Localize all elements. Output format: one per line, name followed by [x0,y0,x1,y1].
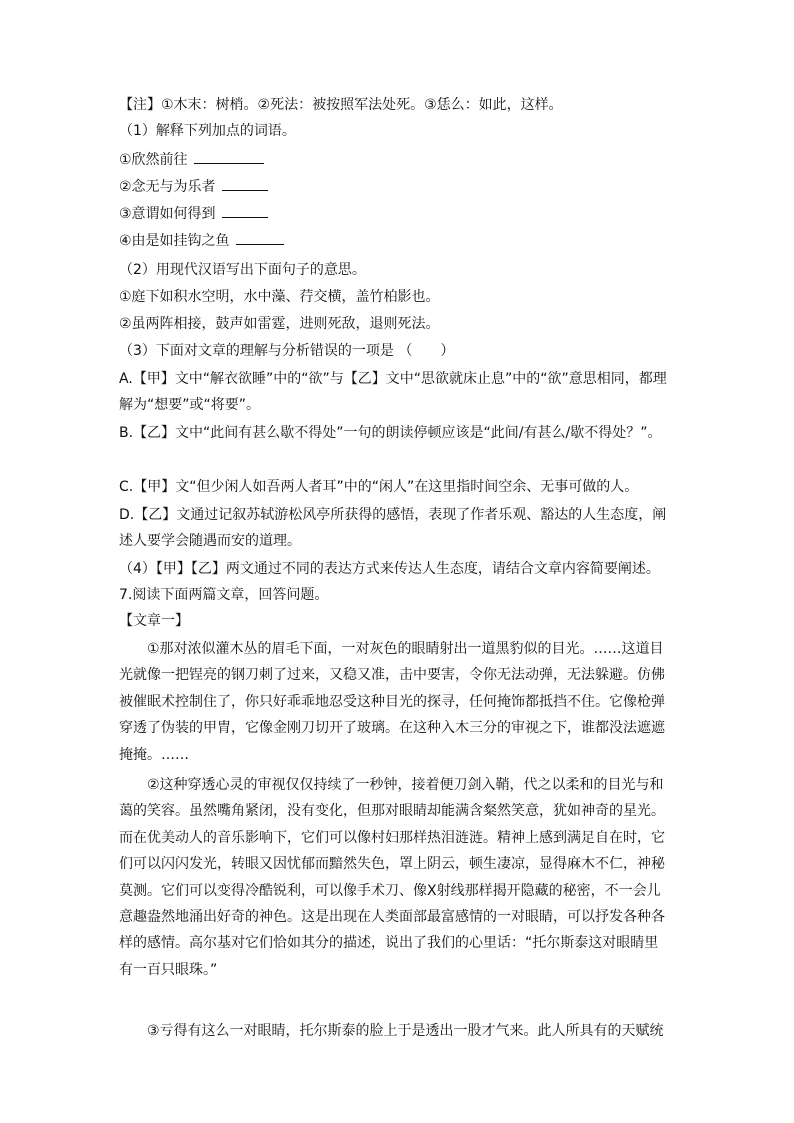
answer-blank[interactable] [236,228,284,245]
q1-item-2 [119,174,679,200]
q3-option-a: A.【甲】文中“解衣欲睡”中的“欲”与【乙】文中“思欲就床止息”中的“欲”意思相同，都理解为“想要”或“将要”。 [119,371,667,414]
q1-item-3 [119,201,679,227]
q2-sentence-2: ②虽两阵相接，鼓声如雷霆，进则死敌，退则死法。 [119,316,440,332]
q1-item-1-text: ①欣然前往 [119,152,188,168]
question-2-heading: （2）用现代汉语写出下面句子的意思。 [119,262,366,278]
article-1-label: 【文章一】 [119,613,189,629]
note-line: 【注】①木末：树梢。②死法：被按照军法处死。③恁么：如此，这样。 [119,97,563,113]
q1-item-3-text: ③意谓如何得到 [119,206,216,222]
answer-blank[interactable] [222,201,268,218]
question-4-heading: （4）【甲】【乙】两文通过不同的表达方式来传达人生态度，请结合文章内容简要阐述。 [119,561,660,577]
q3-option-d: D.【乙】文通过记叙苏轼游松风亭所获得的感悟，表现了作者乐观、豁达的人生态度，阐述人要学会随遇而安的道理。 [119,507,667,550]
article-paragraph-2: ②这种穿透心灵的审视仅仅持续了一秒钟，接着便刀剑入鞘，代之以柔和的目光与和蔼的笑容。虽然嘴角紧闭，没有变化，但那对眼睛却能满含粲然笑意，犹如神奇的星光。而在优美动人的音乐影响下，它们可以像村妇那样热泪涟涟。精神上感到满足自在时，它们可以闪闪发光，转眼又因忧郁而黯然失色，罩上阴云，顿生凄凉，显得麻木不仁，神秘莫测。它们可以变得冷酷锐利，可以像手术刀、像X射线那样揭开隐藏的秘密，不一会儿意趣盎然地涌出好奇的神色。这是出现在人类面部最富感情的一对眼睛，可以抒发各种各样的感情。高尔基对它们恰如其分的描述，说出了我们的心里话：“托尔斯泰这对眼睛里有一百只眼珠。” [119,777,665,978]
q1-item-4-text: ④由是如挂钩之鱼 [119,233,230,249]
question-3-heading: （3）下面对文章的理解与分析错误的一项是 （ ） [119,343,455,359]
q3-option-c: C.【甲】文“但少闲人如吾两人者耳”中的“闲人”在这里指时间空余、无事可做的人。 [119,479,639,495]
q1-item-2-text: ②念无与为乐者 [119,179,216,195]
answer-blank[interactable] [222,174,268,191]
q3-option-b: B.【乙】文中“此间有甚么歇不得处”一句的朗读停顿应该是“此间/有甚么/歇不得处？”。 [119,425,662,441]
q1-item-4 [119,228,679,254]
article-paragraph-1: ①那对浓似灌木丛的眉毛下面，一对灰色的眼睛射出一道黑豹似的目光。……这道目光就像一把锃亮的钢刀刺了过来，又稳又准，击中要害，令你无法动弹，无法躲避。仿佛被催眠术控制住了，你只好乖乖地忍受这种目光的探寻，任何掩饰都抵挡不住。它像枪弹穿透了伪装的甲胄，它像金刚刀切开了玻璃。在这种入木三分的审视之下，谁都没法遮遮掩掩。…… [119,641,665,763]
article-paragraph-3: ③亏得有这么一对眼睛，托尔斯泰的脸上于是透出一股才气来。此人所具有的天赋统 [147,1023,664,1039]
question-1-heading: （1）解释下列加点的词语。 [119,123,296,139]
q1-item-1 [119,147,679,173]
question-7-heading: 7.阅读下面两篇文章，回答问题。 [119,587,329,603]
q2-sentence-1: ①庭下如积水空明，水中藻、荇交横，盖竹柏影也。 [119,289,440,305]
answer-blank[interactable] [194,147,264,164]
